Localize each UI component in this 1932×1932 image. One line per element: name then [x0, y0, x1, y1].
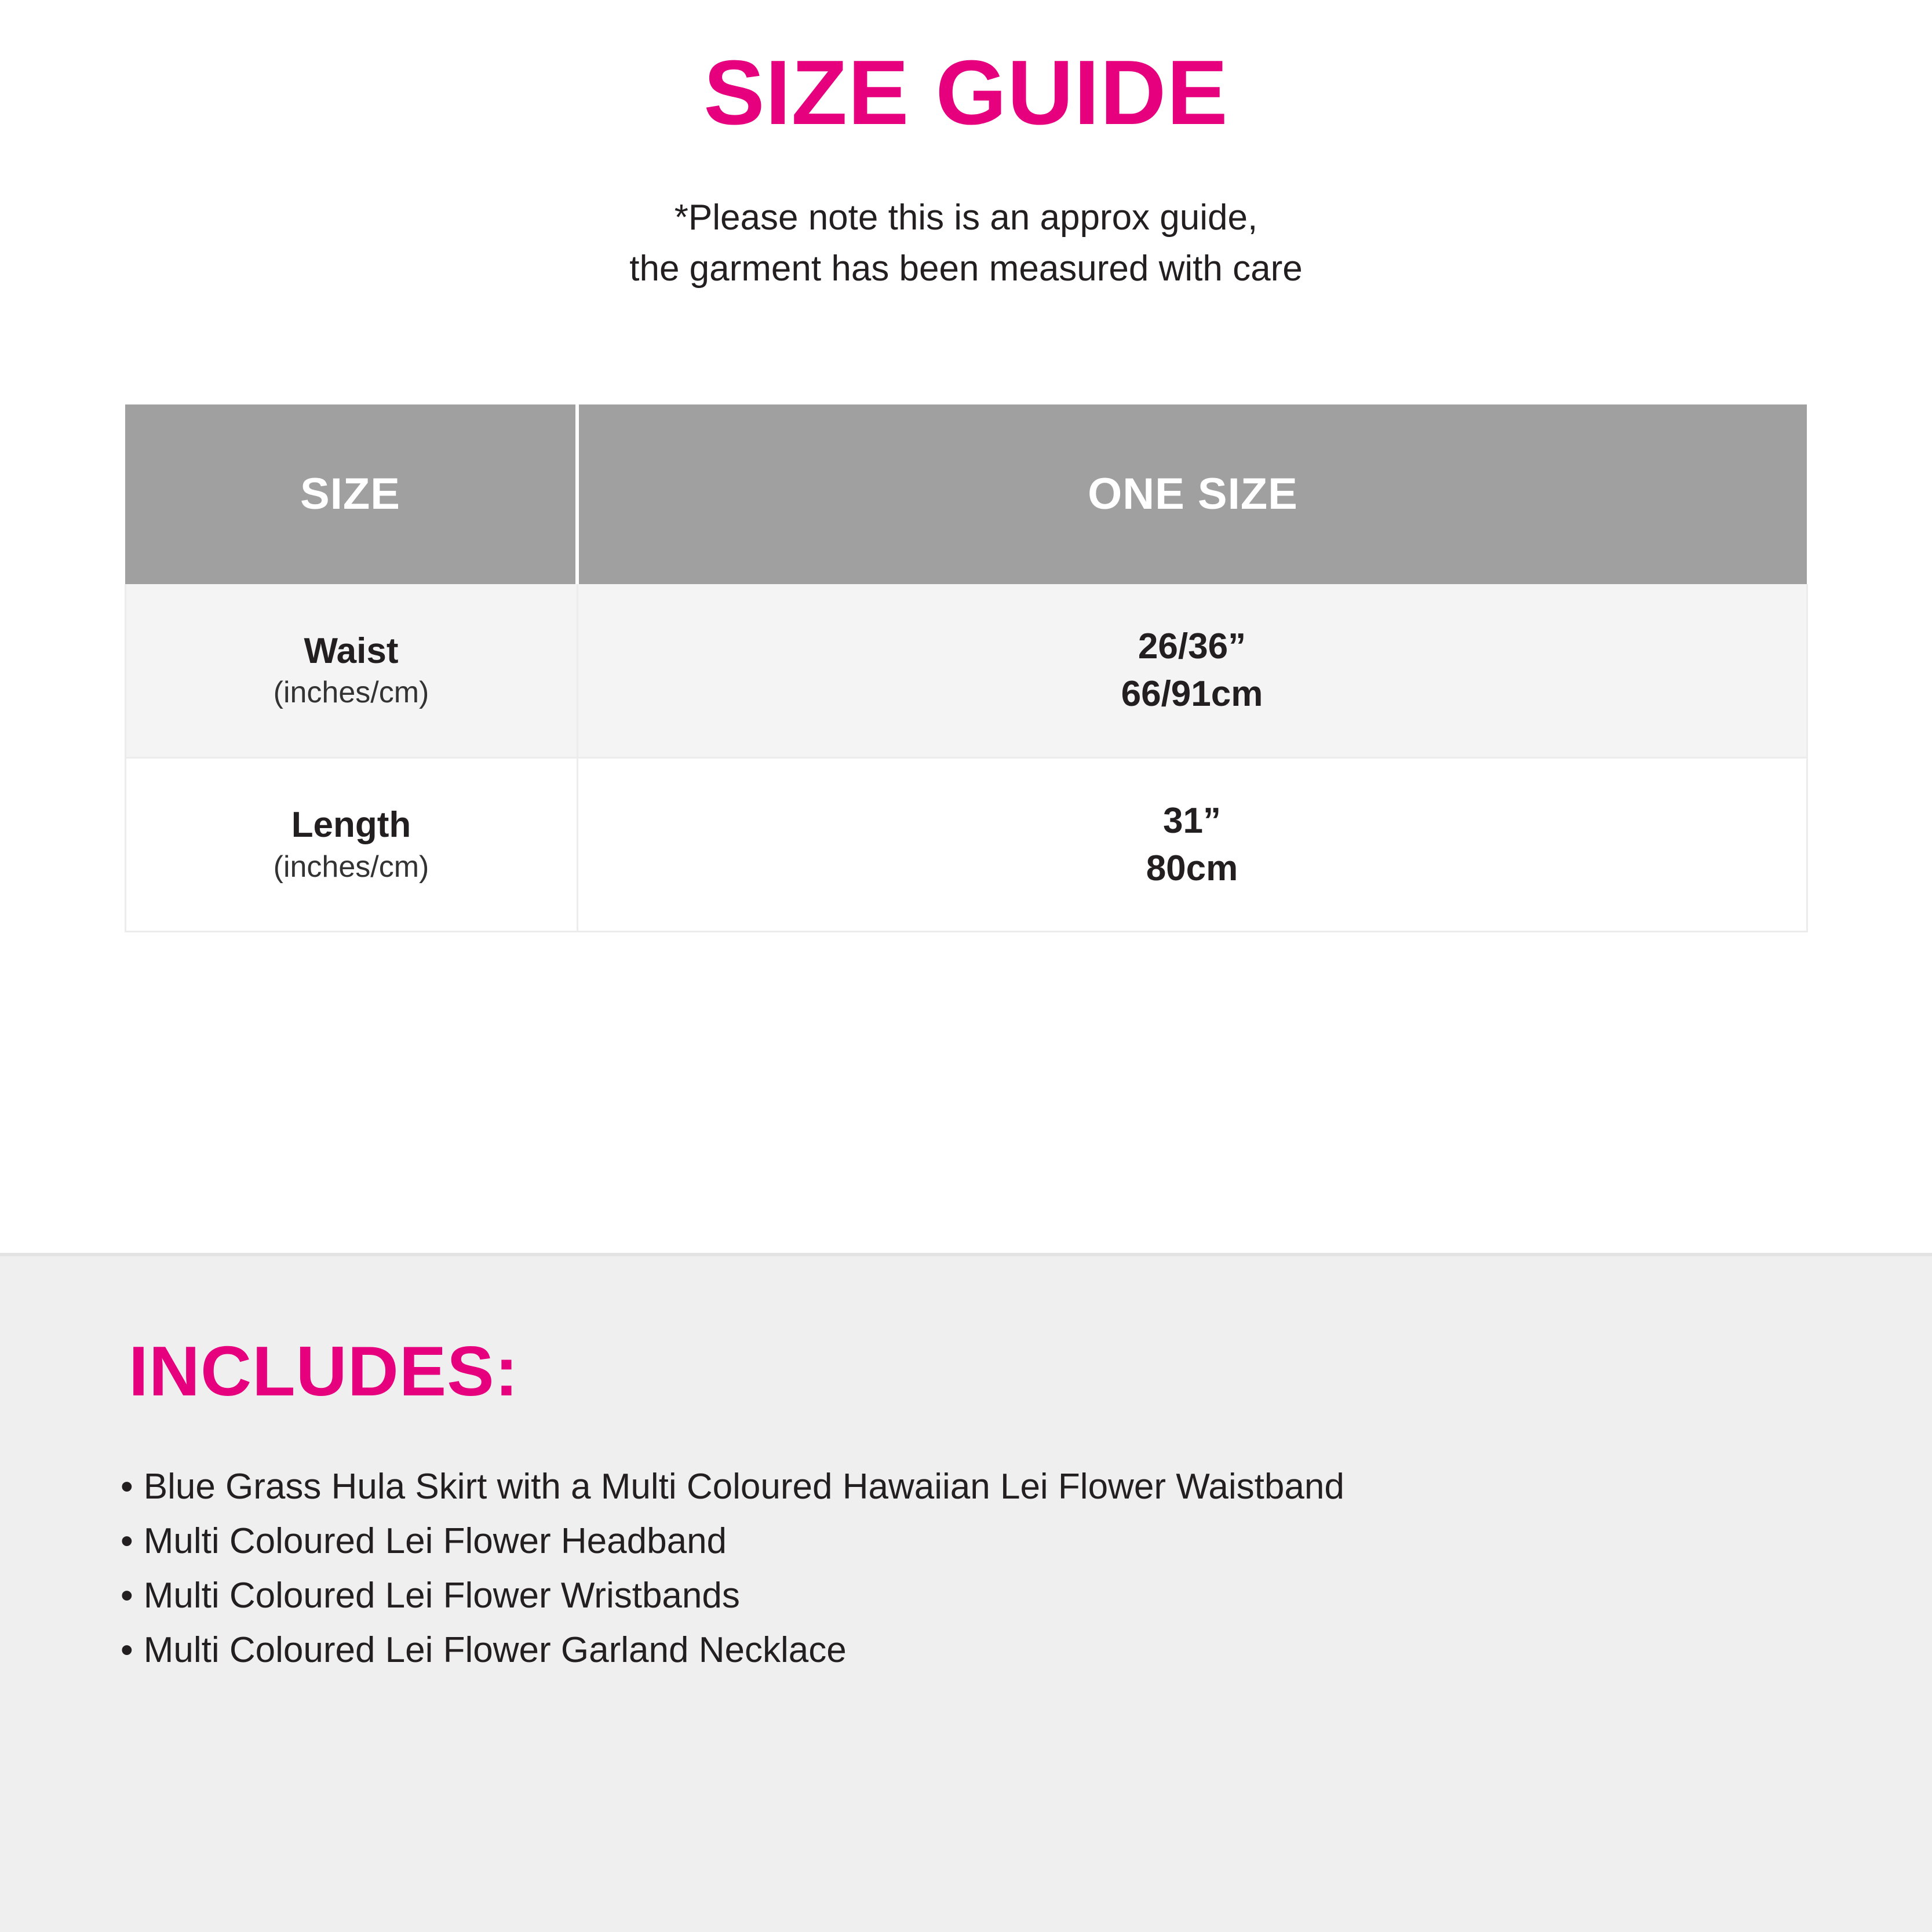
bullet-icon: •	[121, 1576, 133, 1616]
list-item	[121, 1516, 1932, 1567]
size-table-wrapper	[125, 404, 1808, 933]
note-line-2: the garment has been measured with care	[629, 248, 1303, 289]
table-row	[125, 584, 1807, 758]
list-item-label: Blue Grass Hula Skirt with a Multi Coloured Hawaiian Lei Flower Waistband	[143, 1467, 1344, 1507]
page-title: SIZE GUIDE	[703, 42, 1229, 144]
column-header-one-size: ONE SIZE	[577, 404, 1807, 584]
row-label-name: Waist	[304, 630, 399, 671]
includes-title: INCLUDES:	[129, 1332, 519, 1410]
list-item	[121, 1461, 1932, 1512]
bullet-icon: •	[121, 1521, 133, 1562]
row-label-unit: (inches/cm)	[273, 850, 429, 884]
list-item	[121, 1570, 1932, 1621]
size-table-head	[125, 404, 1807, 584]
row-value-waist	[577, 584, 1807, 758]
row-value-inches: 31”	[1163, 801, 1221, 841]
list-item-label: Multi Coloured Lei Flower Garland Necklace	[143, 1630, 847, 1671]
row-value-length	[577, 758, 1807, 932]
bullet-icon: •	[121, 1630, 133, 1671]
table-header-row	[125, 404, 1807, 584]
table-row	[125, 758, 1807, 932]
row-label-name: Length	[291, 805, 411, 845]
size-table	[125, 404, 1808, 933]
row-label-unit: (inches/cm)	[273, 676, 429, 710]
row-label-waist	[125, 584, 577, 758]
row-value-cm: 80cm	[1146, 848, 1238, 888]
list-item	[121, 1625, 1932, 1676]
size-guide-note	[0, 192, 1932, 294]
row-value-cm: 66/91cm	[1121, 674, 1263, 715]
note-line-1: *Please note this is an approx guide,	[674, 197, 1258, 238]
bullet-icon: •	[121, 1467, 133, 1507]
list-item-label: Multi Coloured Lei Flower Headband	[143, 1521, 727, 1562]
size-table-body	[125, 584, 1807, 932]
row-label-length	[125, 758, 577, 932]
includes-list	[121, 1461, 1932, 1676]
column-header-size: SIZE	[125, 404, 577, 584]
includes-section	[0, 1253, 1932, 1932]
row-value-inches: 26/36”	[1138, 626, 1246, 667]
size-guide-section	[0, 0, 1932, 932]
list-item-label: Multi Coloured Lei Flower Wristbands	[143, 1576, 740, 1616]
